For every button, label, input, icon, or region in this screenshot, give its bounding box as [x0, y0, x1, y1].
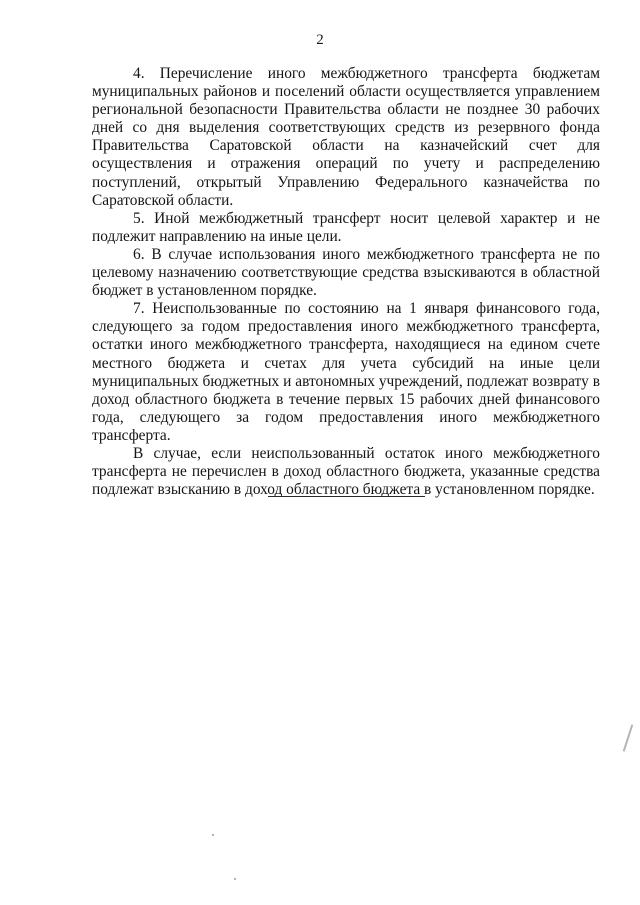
paragraph-item-7: 7. Неиспользованные по состоянию на 1 января финансового года, следующего за годом предоставления иного межбюджетного трансферта, остатки иного межбюджетного трансферта, находящиеся на едином счете местного бюджета и счетах для учета субсидий на иные цели муниципальных бюджетных и автономных учреждений, подлежат возврату в доход областного бюджета в течение первых 15 рабочих дней финансового года, следующего за годом предоставления иного межбюджетного трансферта. [92, 300, 600, 444]
paragraph-item-5: 5. Иной межбюджетный трансферт носит целевой характер и не подлежит направлению на иные цели. [92, 209, 600, 245]
paragraph-item-7-continuation: В случае, если неиспользованный остаток иного межбюджетного трансферта не перечислен в доход областного бюджета, указанные средства подлежат взысканию в доход областного бюджета в установленном порядке. [92, 444, 600, 499]
paragraph-item-4: 4. Перечисление иного межбюджетного трансферта бюджетам муниципальных районов и поселений области осуществляется управлением региональной безопасности Правительства области не позднее 30 рабочих дней со дня выделения соответствующих средств из резервного фонда Правительства Саратовской области на казначейский счет для осуществления и отражения операций по учету и распределению поступлений, открытый Управлению Федерального казначейства по Саратовской области. [92, 65, 600, 209]
scan-speck [212, 834, 214, 836]
scan-margin-mark [623, 724, 634, 751]
document-body [92, 65, 600, 499]
end-of-text-divider [268, 496, 425, 497]
scan-speck [234, 878, 236, 880]
paragraph-item-6: 6. В случае использования иного межбюджетного трансферта не по целевому назначению соответствующие средства взыскиваются в областной бюджет в установленном порядке. [92, 245, 600, 300]
page-number: 2 [316, 32, 324, 48]
